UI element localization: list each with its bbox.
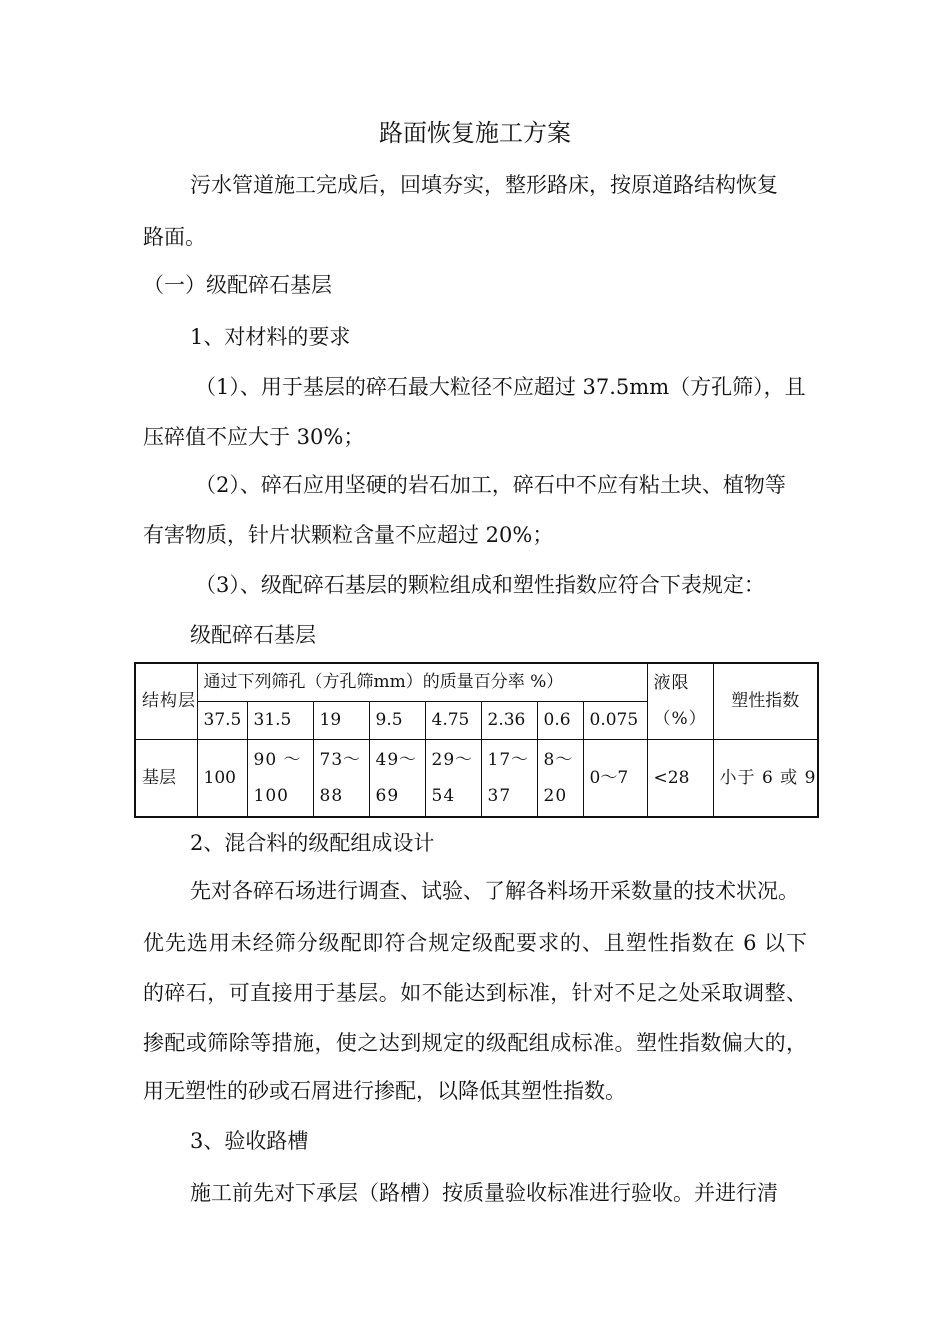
sieve-size: 19	[313, 701, 369, 739]
requirement-2-line-1: （2）、碎石应用坚硬的岩石加工，碎石中不应有粘土块、植物等	[195, 473, 786, 497]
row-value: 8～20	[537, 739, 583, 817]
item-heading-1: 1、对材料的要求	[190, 325, 351, 349]
row-liquid-limit: <28	[647, 739, 713, 817]
row-value: 73～88	[313, 739, 369, 817]
requirement-3: （3）、级配碎石基层的颗粒组成和塑性指数应符合下表规定：	[195, 573, 765, 597]
requirement-1-line-1: （1）、用于基层的碎石最大粒径不应超过 37.5mm（方孔筛），且	[195, 375, 806, 399]
sieve-size: 0.075	[583, 701, 647, 739]
design-line-2: 优先选用未经筛分级配即符合规定级配要求的、且塑性指数在 6 以下	[143, 931, 807, 955]
row-value: 100	[197, 739, 247, 817]
sieve-size: 2.36	[481, 701, 537, 739]
requirement-2-line-2: 有害物质，针片状颗粒含量不应超过 20%；	[143, 523, 554, 547]
design-line-3: 的碎石，可直接用于基层。如不能达到标准，针对不足之处采取调整、	[143, 981, 807, 1005]
row-value: 29～54	[425, 739, 481, 817]
sieve-size: 4.75	[425, 701, 481, 739]
intro-line-2: 路面。	[143, 225, 206, 249]
design-line-4: 掺配或筛除等措施，使之达到规定的级配组成标准。塑性指数偏大的，	[143, 1031, 807, 1055]
requirement-1-line-2: 压碎值不应大于 30%；	[143, 425, 365, 449]
row-value: 0～7	[583, 739, 647, 817]
item-heading-3: 3、验收路槽	[190, 1129, 309, 1153]
acceptance-line-1: 施工前先对下承层（路槽）按质量验收标准进行验收。并进行清	[190, 1181, 778, 1205]
header-plasticity-index: 塑性指数	[713, 663, 818, 739]
design-line-5: 用无塑性的砂或石屑进行掺配，以降低其塑性指数。	[143, 1079, 626, 1103]
row-plasticity-index: 小于 6 或 9	[713, 739, 818, 817]
intro-line-1: 污水管道施工完成后，回填夯实，整形路床，按原道路结构恢复	[190, 173, 778, 197]
sieve-size: 9.5	[369, 701, 425, 739]
row-value: 49～69	[369, 739, 425, 817]
header-passing-percent: 通过下列筛孔（方孔筛mm）的质量百分率 %）	[197, 663, 647, 701]
design-line-1: 先对各碎石场进行调查、试验、了解各料场开采数量的技术状况。	[190, 879, 799, 903]
page-title: 路面恢复施工方案	[379, 119, 571, 147]
section-heading-1: （一）级配碎石基层	[143, 273, 332, 297]
table-caption: 级配碎石基层	[190, 623, 316, 647]
table-row-base	[135, 739, 818, 817]
sieve-size: 0.6	[537, 701, 583, 739]
row-value: 17～37	[481, 739, 537, 817]
grading-table	[134, 662, 819, 818]
row-layer: 基层	[135, 739, 197, 817]
table-header-row	[135, 663, 818, 701]
header-liquid-limit: 液限（%）	[647, 663, 713, 739]
header-structure-layer: 结构层	[135, 663, 197, 739]
sieve-size: 37.5	[197, 701, 247, 739]
row-value: 90 ～100	[247, 739, 313, 817]
sieve-size: 31.5	[247, 701, 313, 739]
item-heading-2: 2、混合料的级配组成设计	[190, 831, 435, 855]
